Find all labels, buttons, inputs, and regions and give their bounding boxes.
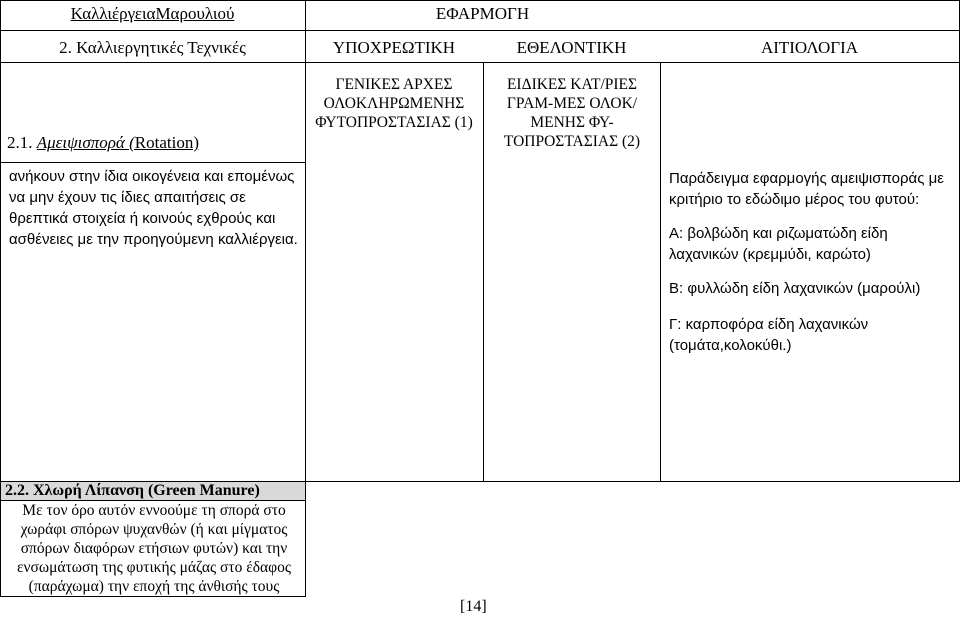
technique-header: 2. Καλλιεργητικές Τεχνικές	[59, 38, 246, 57]
mandatory-header: ΥΠΟΧΡΕΩΤΙΚΗ	[332, 38, 456, 57]
rotation-number: 2.1.	[7, 133, 37, 152]
rotation-title	[7, 133, 302, 153]
page-reference: [14]	[460, 598, 487, 615]
justification-header: ΑΙΤΙΟΛΟΓΙΑ	[760, 38, 859, 57]
rotation-item-c: Γ: καρποφόρα είδη λαχανικών (τομάτα,κολοκύθι.)	[669, 316, 869, 354]
columns-divider	[0, 62, 960, 63]
green-manure-title: 2.2. Χλωρή Λίπανση (Green Manure)	[5, 482, 260, 499]
col-divider-1-lower	[305, 481, 306, 597]
rotation-item-b: Β: φυλλώδη είδη λαχανικών (μαρούλι)	[669, 280, 921, 297]
col-divider-3	[660, 62, 661, 482]
green-manure-description: Με τον όρο αυτόν εννοούμε τη σπορά στο χωράφι σπόρων ψυχανθών (ή και μίγματος σπόρων διαφόρων ετήσιων φυτών) και την ενσωμάτωση της φυτικής μάζας στο έδαφος (παράχωμα) την εποχή της άνθισής τους	[17, 502, 291, 595]
table-border-left	[0, 0, 1, 597]
rotation-justification-intro: Παράδειγμα εφαρμογής αμειψισποράς με κριτήριο το εδώδιμο μέρος του φυτού:	[669, 170, 944, 208]
rotation-description: ανήκουν στην ίδια οικογένεια και επομένως να μην έχουν τις ίδιες απαιτήσεις σε θρεπτικά στοιχεία ή κοινούς εχθρούς και ασθένειες με την προηγούμενη καλλιέργεια.	[9, 168, 298, 248]
rotation-title-english: Rotation)	[134, 133, 199, 152]
rotation-title-greek: Αμειψισπορά (	[36, 133, 135, 152]
rotation-voluntary-text: ΕΙΔΙΚΕΣ ΚΑΤ/ΡΙΕΣ ΓΡΑΜ-ΜΕΣ ΟΛΟΚ/ΜΕΝΗΣ ΦΥ-ΤΟΠΡΟΣΤΑΣΙΑΣ (2)	[503, 76, 641, 150]
voluntary-header: ΕΘΕΛΟΝΤΙΚΗ	[516, 38, 627, 57]
rotation-title-divider	[0, 162, 305, 163]
header-divider	[0, 30, 960, 31]
farm-title: ΚαλλιέργειαΜαρουλιού	[70, 4, 235, 23]
table-border-top	[0, 0, 960, 1]
rotation-mandatory-text: ΓΕΝΙΚΕΣ ΑΡΧΕΣ ΟΛΟΚΛΗΡΩΜΕΝΗΣ ΦΥΤΟΠΡΟΣΤΑΣΙΑΣ (1)	[315, 76, 473, 131]
col-divider-2	[483, 62, 484, 482]
rotation-item-a: Α: βολβώδη και ριζωματώδη είδη λαχανικών (κρεμμύδι, καρώτο)	[669, 225, 888, 263]
col-divider-1	[305, 0, 306, 482]
green-manure-bottom-border	[0, 596, 305, 597]
application-header: ΕΦΑΡΜΟΓΗ	[435, 4, 530, 23]
